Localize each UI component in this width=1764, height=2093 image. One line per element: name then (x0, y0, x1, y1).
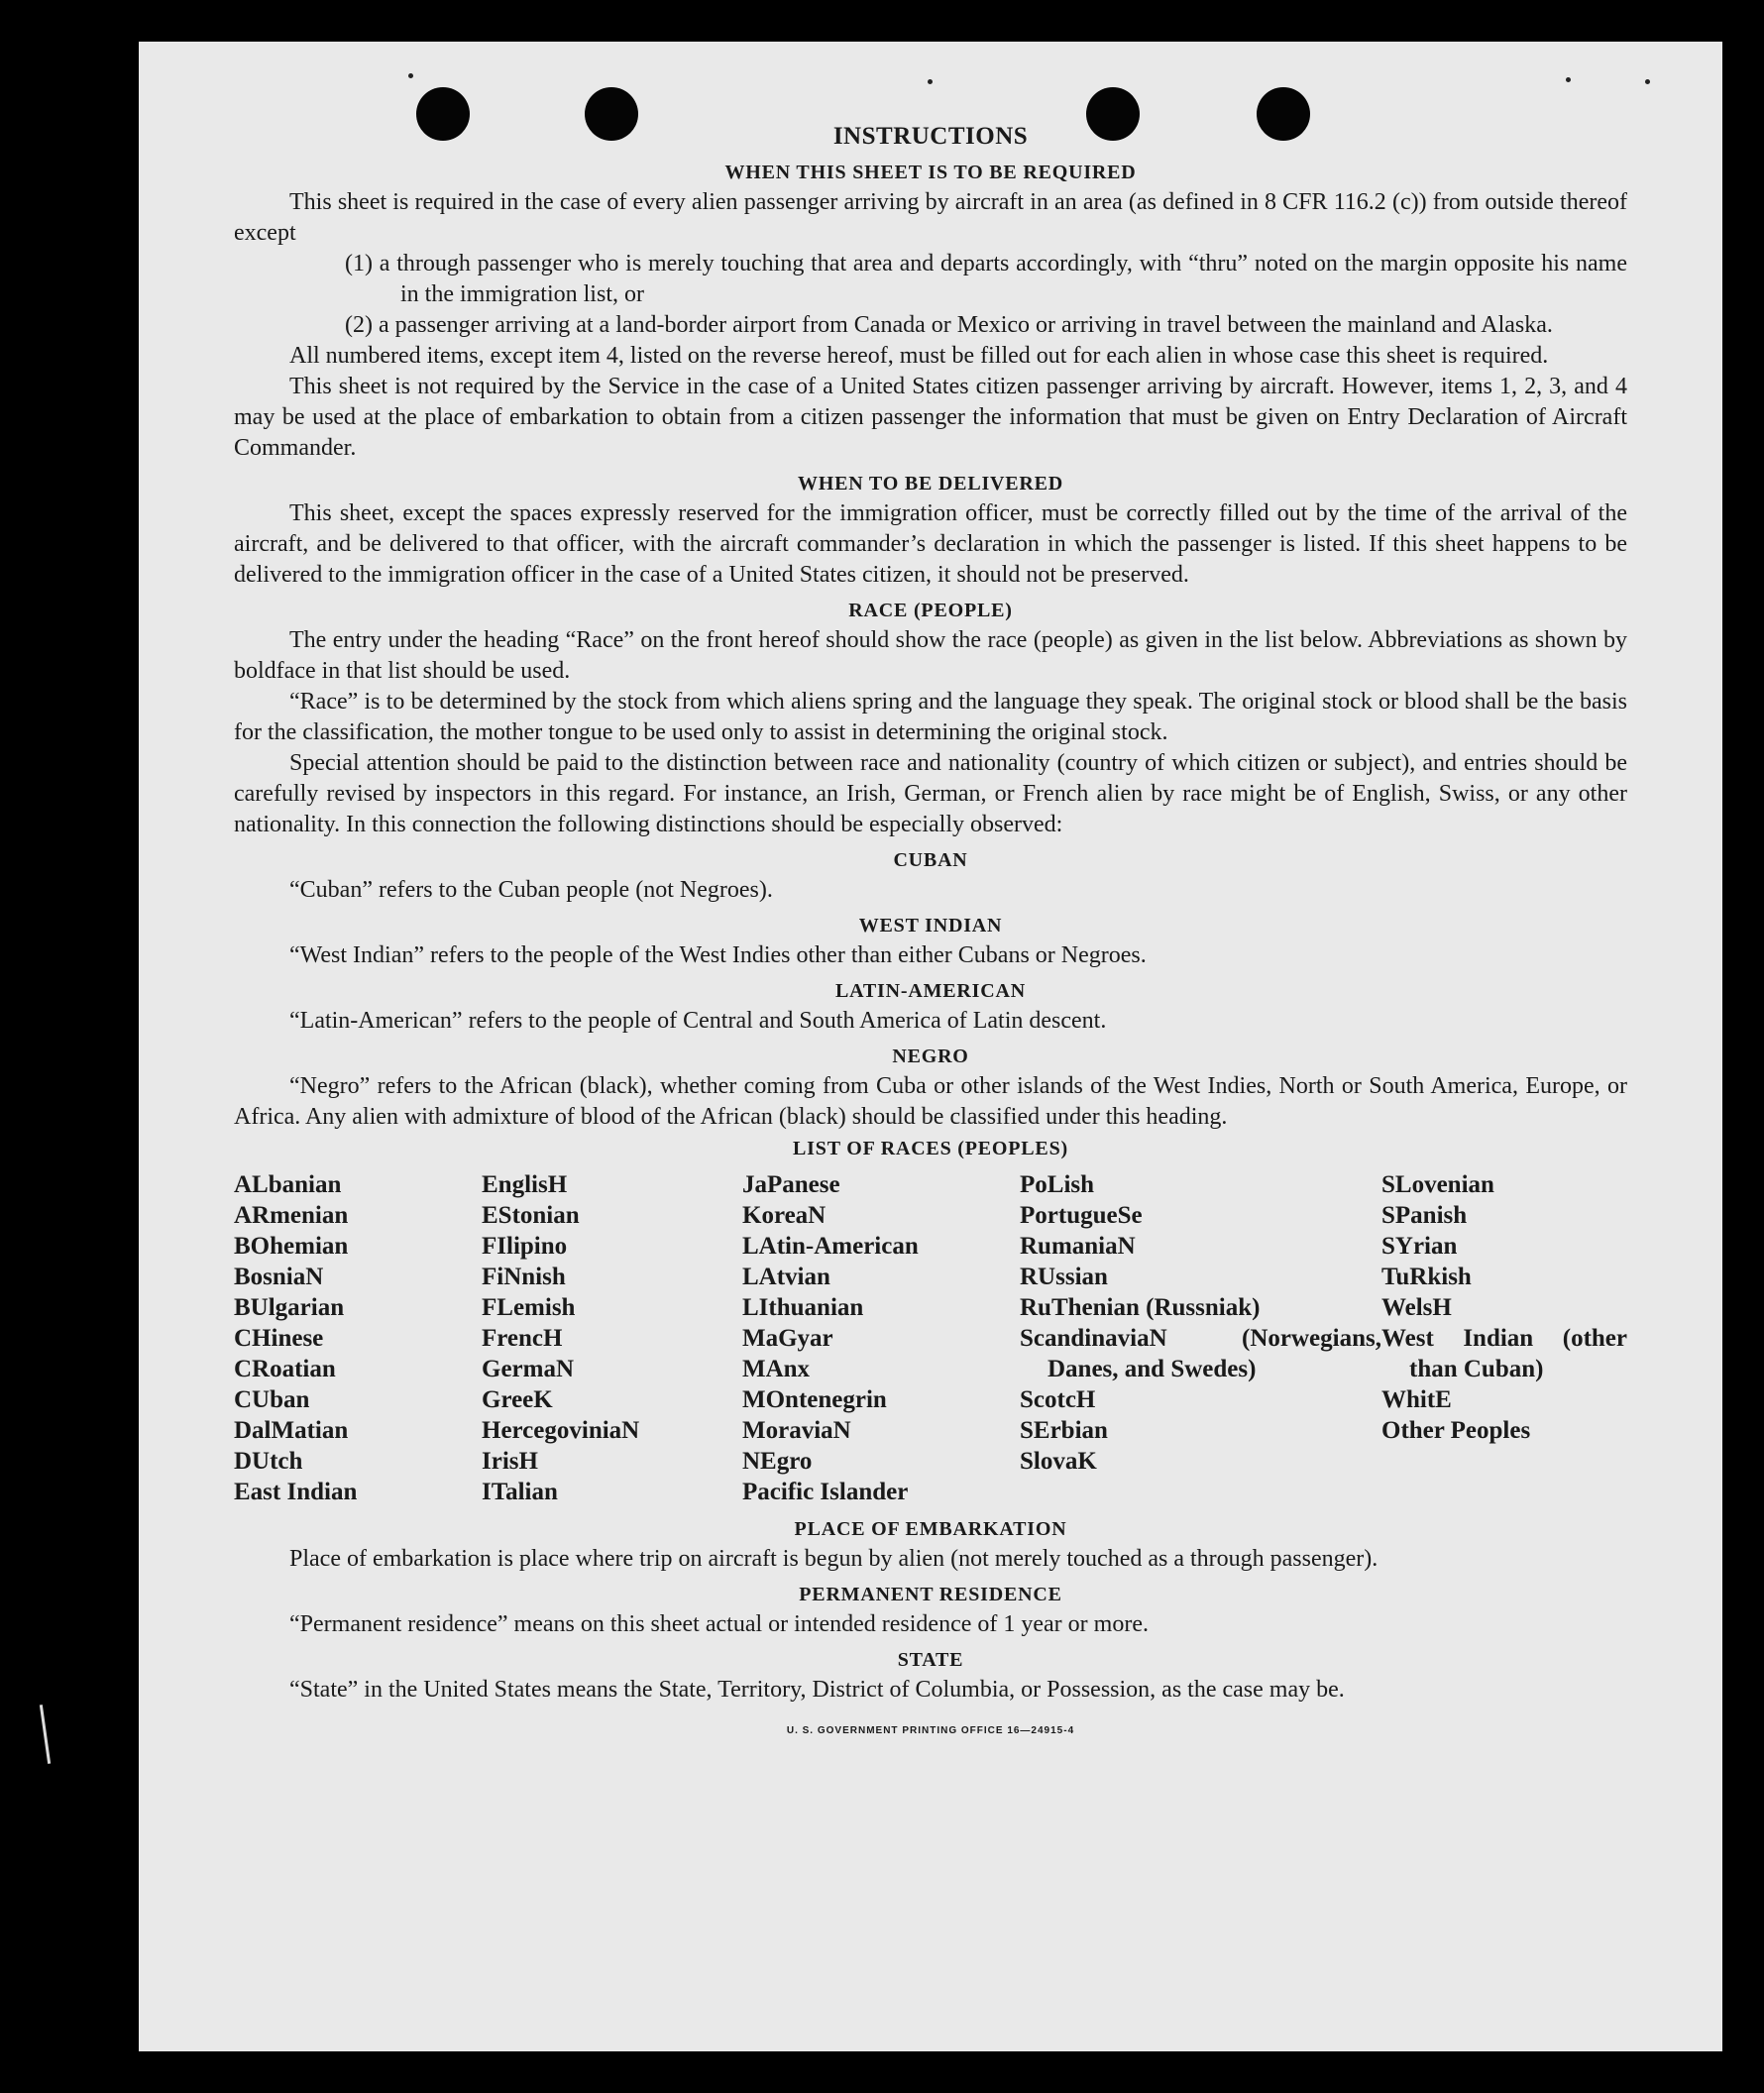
race-item: CHinese (234, 1325, 324, 1352)
race-item: EnglisH (482, 1171, 568, 1198)
race-item: GreeK (482, 1386, 553, 1413)
race-item: LIthuanian (742, 1294, 864, 1321)
section-heading-latin-american: LATIN-AMERICAN (835, 980, 1026, 1002)
race-item: BosniaN (234, 1264, 324, 1290)
race-item: East Indian (234, 1479, 358, 1505)
race-item: SlovaK (1020, 1448, 1097, 1475)
race-item: NEgro (742, 1448, 813, 1475)
race-item: ITalian (482, 1479, 558, 1505)
races-column (234, 1169, 482, 1507)
page-title: INSTRUCTIONS (832, 123, 1029, 150)
scan-speck (1645, 79, 1650, 84)
paragraph-citizen: This sheet is not required by the Service in the case of a United States citizen passenger arriving by aircraft. However, items 1, 2, 3, and 4 may be used at the place of embarkation to obtain from a citizen passenger the information that must be given on Entry Declaration of Aircraft Commander. (234, 374, 1627, 461)
scan-speck (928, 79, 933, 84)
scan-speck (408, 73, 413, 78)
instructions-content (234, 121, 1627, 1746)
document-sheet (139, 42, 1722, 2051)
race-item: FiNnish (482, 1264, 566, 1290)
race-item: FrencH (482, 1325, 563, 1352)
section-heading-residence: PERMANENT RESIDENCE (799, 1584, 1062, 1605)
races-column (1020, 1169, 1381, 1507)
race-item: MOntenegrin (742, 1386, 887, 1413)
section-heading-west-indian: WEST INDIAN (858, 915, 1003, 936)
section-heading-negro: NEGRO (892, 1046, 969, 1067)
race-item: RuThenian (Russniak) (1020, 1294, 1261, 1321)
race-item: SLovenian (1381, 1171, 1494, 1198)
race-item: MaGyar (742, 1325, 833, 1352)
race-item: TuRkish (1381, 1264, 1472, 1290)
paragraph-residence: “Permanent residence” means on this sheet actual or intended residence of 1 year or more. (289, 1611, 1149, 1637)
race-item: KoreaN (742, 1202, 827, 1229)
race-item: WhitE (1381, 1386, 1452, 1413)
race-item: FIlipino (482, 1233, 568, 1260)
race-item: MoraviaN (742, 1417, 851, 1444)
paragraph-west-indian: “West Indian” refers to the people of the West Indies other than either Cubans or Negroes. (289, 942, 1147, 968)
paragraph-cuban: “Cuban” refers to the Cuban people (not Negroes). (289, 877, 773, 903)
exception-item-2: (2) a passenger arriving at a land-border airport from Canada or Mexico or arriving in travel between the mainland and Alaska. (345, 312, 1553, 338)
race-item: HercegoviniaN (482, 1417, 640, 1444)
races-list (234, 1169, 1627, 1507)
race-item: RumaniaN (1020, 1233, 1136, 1260)
paragraph-state: “State” in the United States means the State, Territory, District of Columbia, or Possession, as the case may be. (289, 1677, 1345, 1703)
race-item: SErbian (1020, 1417, 1108, 1444)
paragraph-race-3: Special attention should be paid to the distinction between race and nationality (country of which citizen or subject), and entries should be carefully revised by inspectors in this regard. For instance, an Irish, German, or French alien by race might be of English, Swiss, or any other nationality. In this connection the following distinctions should be especially observed: (234, 750, 1627, 837)
race-item: PortugueSe (1020, 1202, 1143, 1229)
race-item: BOhemian (234, 1233, 349, 1260)
section-heading-race: RACE (PEOPLE) (848, 600, 1013, 621)
paragraph-required-intro: This sheet is required in the case of every alien passenger arriving by aircraft in an area (as defined in 8 CFR 116.2 (c)) from outside thereof except (234, 189, 1627, 246)
scan-speck (1566, 77, 1571, 82)
race-item: ALbanian (234, 1171, 342, 1198)
race-item: Other Peoples (1381, 1417, 1531, 1444)
race-item: LAtin-American (742, 1233, 919, 1260)
paragraph-latin-american: “Latin-American” refers to the people of Central and South America of Latin descent. (289, 1008, 1107, 1034)
race-item: CUban (234, 1386, 310, 1413)
race-item: GermaN (482, 1356, 575, 1382)
section-heading-races-list: LIST OF RACES (PEOPLES) (793, 1138, 1068, 1159)
race-item: ARmenian (234, 1202, 349, 1229)
printing-office-footer: U. S. GOVERNMENT PRINTING OFFICE 16—24915-4 (786, 1725, 1075, 1736)
race-item: DUtch (234, 1448, 303, 1475)
paragraph-race-1: The entry under the heading “Race” on the front hereof should show the race (people) as given in the list below. Abbreviations as shown by boldface in that list should be used. (234, 627, 1627, 684)
section-heading-required: WHEN THIS SHEET IS TO BE REQUIRED (724, 162, 1137, 183)
race-item: EStonian (482, 1202, 580, 1229)
race-item: Pacific Islander (742, 1479, 909, 1505)
race-item: SYrian (1381, 1233, 1458, 1260)
race-item: WelsH (1381, 1294, 1452, 1321)
race-item: IrisH (482, 1448, 538, 1475)
race-item: RUssian (1020, 1264, 1108, 1290)
race-item: JaPanese (742, 1171, 840, 1198)
race-item: West Indian (other than Cuban) (1381, 1325, 1627, 1382)
race-item: PoLish (1020, 1171, 1095, 1198)
paragraph-race-2: “Race” is to be determined by the stock from which aliens spring and the language they speak. The original stock or blood shall be the basis for the classification, the mother tongue to be used only to assist in determining the original stock. (234, 689, 1627, 745)
exception-item-1: (1) a through passenger who is merely touching that area and departs accordingly, with “thru” noted on the margin opposite his name in the immigration list, or (345, 251, 1627, 307)
section-heading-cuban: CUBAN (893, 849, 968, 871)
race-item: DalMatian (234, 1417, 349, 1444)
section-heading-state: STATE (897, 1649, 964, 1671)
race-item: MAnx (742, 1356, 811, 1382)
section-heading-delivered: WHEN TO BE DELIVERED (797, 473, 1064, 495)
race-item: ScandinaviaN (Norwegians, Danes, and Swedes) (1020, 1325, 1381, 1382)
race-item: ScotcH (1020, 1386, 1096, 1413)
paragraph-embarkation: Place of embarkation is place where trip on aircraft is begun by alien (not merely touched as a through passenger). (289, 1546, 1378, 1572)
paragraph-negro: “Negro” refers to the African (black), whether coming from Cuba or other islands of the West Indies, North or South America, Europe, or Africa. Any alien with admixture of blood of the African (black) should be classified under this heading. (234, 1073, 1627, 1130)
race-item: LAtvian (742, 1264, 830, 1290)
scan-edge-mark (40, 1705, 51, 1764)
race-item: BUlgarian (234, 1294, 345, 1321)
races-column (742, 1169, 1020, 1507)
race-item: SPanish (1381, 1202, 1468, 1229)
section-heading-embarkation: PLACE OF EMBARKATION (794, 1518, 1067, 1540)
races-column (482, 1169, 742, 1507)
race-item: FLemish (482, 1294, 576, 1321)
races-column (1381, 1169, 1627, 1507)
race-item: CRoatian (234, 1356, 336, 1382)
paragraph-delivered: This sheet, except the spaces expressly reserved for the immigration officer, must be correctly filled out by the time of the arrival of the aircraft, and be delivered to that officer, with the aircraft commander’s declaration in which the passenger is listed. If this sheet happens to be delivered to the immigration officer in the case of a United States citizen, it should not be preserved. (234, 500, 1627, 588)
paragraph-numbered-items: All numbered items, except item 4, listed on the reverse hereof, must be filled out for each alien in whose case this sheet is required. (289, 343, 1549, 369)
